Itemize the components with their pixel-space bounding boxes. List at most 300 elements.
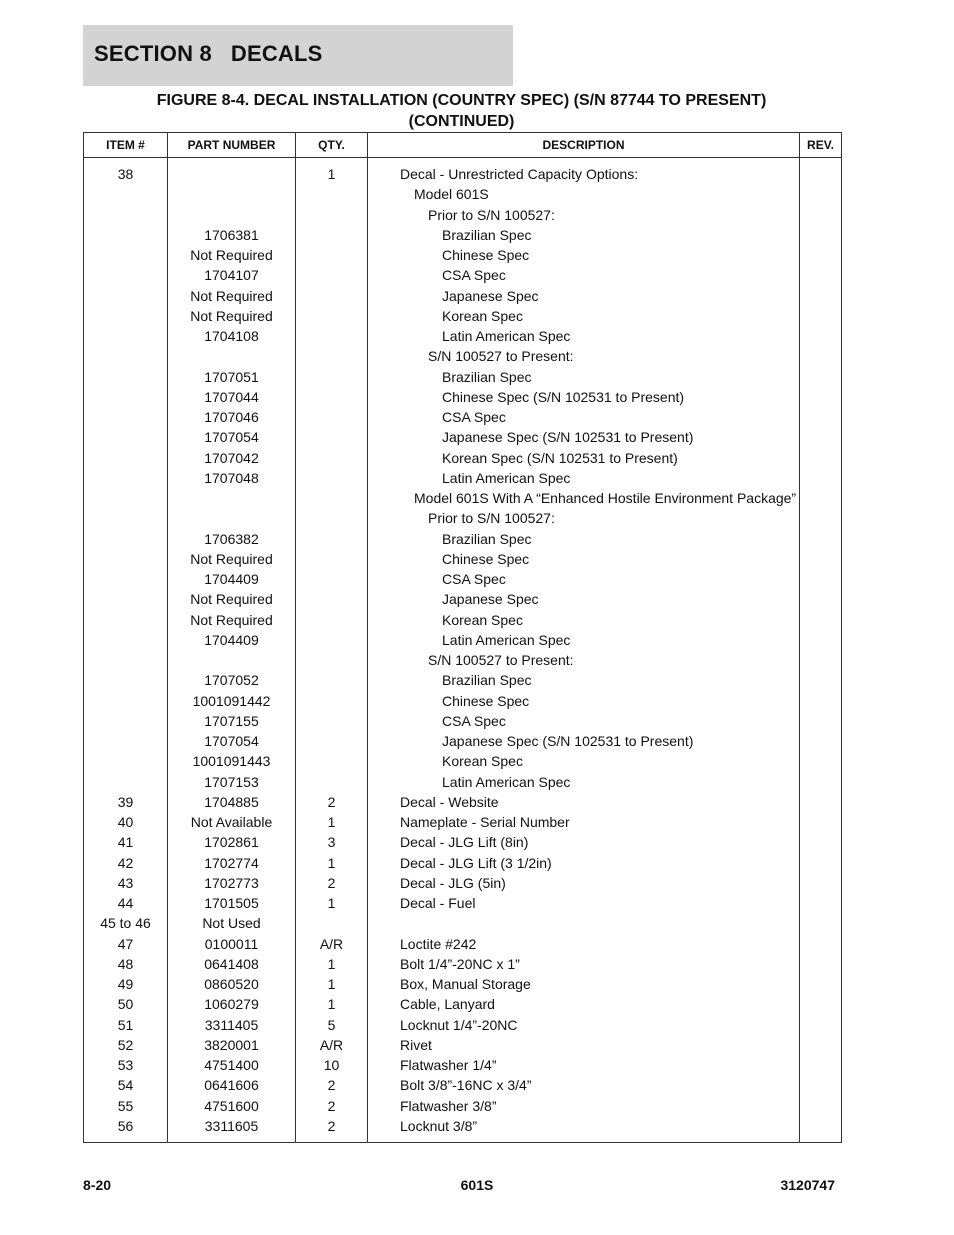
description-cell: Prior to S/N 100527: — [368, 508, 800, 528]
table-row — [84, 792, 842, 812]
description-cell: Brazilian Spec — [368, 529, 800, 549]
item-cell: 40 — [84, 812, 168, 832]
rev-cell — [800, 407, 842, 427]
part-number-cell: Not Required — [168, 286, 296, 306]
rev-cell — [800, 529, 842, 549]
qty-cell — [296, 670, 368, 690]
rev-cell — [800, 1055, 842, 1075]
part-number-cell: 1702773 — [168, 873, 296, 893]
table-row — [84, 670, 842, 690]
part-number-cell: 1704409 — [168, 569, 296, 589]
rev-cell — [800, 792, 842, 812]
item-cell — [84, 731, 168, 751]
rev-cell — [800, 265, 842, 285]
description-cell: Nameplate - Serial Number — [368, 812, 800, 832]
table-row — [84, 691, 842, 711]
table-row — [84, 1055, 842, 1075]
parts-table — [83, 132, 842, 1143]
rev-cell — [800, 367, 842, 387]
qty-cell — [296, 731, 368, 751]
rev-cell — [800, 488, 842, 508]
rev-cell — [800, 549, 842, 569]
rev-cell — [800, 569, 842, 589]
table-row — [84, 286, 842, 306]
part-number-cell: 1001091443 — [168, 751, 296, 771]
description-cell: S/N 100527 to Present: — [368, 650, 800, 670]
part-number-cell: 1704108 — [168, 326, 296, 346]
rev-cell — [800, 1035, 842, 1055]
qty-cell — [296, 751, 368, 771]
description-cell: Korean Spec — [368, 610, 800, 630]
header-rev: REV. — [800, 133, 842, 158]
table-row — [84, 589, 842, 609]
part-number-cell — [168, 650, 296, 670]
part-number-cell: 3820001 — [168, 1035, 296, 1055]
section-header — [83, 25, 513, 86]
item-cell — [84, 184, 168, 204]
part-number-cell — [168, 488, 296, 508]
qty-cell — [296, 468, 368, 488]
qty-cell — [296, 225, 368, 245]
item-cell — [84, 346, 168, 366]
qty-cell — [296, 286, 368, 306]
description-cell: Chinese Spec — [368, 691, 800, 711]
rev-cell — [800, 650, 842, 670]
table-row — [84, 610, 842, 630]
table-row — [84, 630, 842, 650]
qty-cell — [296, 245, 368, 265]
item-cell — [84, 265, 168, 285]
header-description: DESCRIPTION — [368, 133, 800, 158]
description-cell: Model 601S With A “Enhanced Hostile Environment Package” — [368, 488, 800, 508]
table-row — [84, 306, 842, 326]
rev-cell — [800, 812, 842, 832]
table-row — [84, 974, 842, 994]
item-cell — [84, 630, 168, 650]
rev-cell — [800, 711, 842, 731]
description-cell: Locknut 3/8” — [368, 1116, 800, 1136]
table-row — [84, 205, 842, 225]
table-row — [84, 893, 842, 913]
part-number-cell: 1001091442 — [168, 691, 296, 711]
table-row — [84, 549, 842, 569]
table-row — [84, 994, 842, 1014]
table-row — [84, 1116, 842, 1136]
part-number-cell: 1060279 — [168, 994, 296, 1014]
table-row — [84, 731, 842, 751]
rev-cell — [800, 306, 842, 326]
description-cell: Decal - JLG Lift (8in) — [368, 832, 800, 852]
item-cell — [84, 529, 168, 549]
description-cell: Japanese Spec — [368, 286, 800, 306]
item-cell — [84, 650, 168, 670]
rev-cell — [800, 1096, 842, 1116]
rev-cell — [800, 873, 842, 893]
item-cell: 53 — [84, 1055, 168, 1075]
qty-cell — [296, 184, 368, 204]
item-cell — [84, 488, 168, 508]
part-number-cell: 4751400 — [168, 1055, 296, 1075]
footer-model: 601S — [460, 1177, 494, 1193]
table-row — [84, 751, 842, 771]
rev-cell — [800, 772, 842, 792]
description-cell: Loctite #242 — [368, 934, 800, 954]
description-cell: Locknut 1/4”-20NC — [368, 1015, 800, 1035]
item-cell: 52 — [84, 1035, 168, 1055]
item-cell: 54 — [84, 1075, 168, 1095]
item-cell: 39 — [84, 792, 168, 812]
table-row — [84, 367, 842, 387]
table-row — [84, 954, 842, 974]
item-cell — [84, 549, 168, 569]
description-cell — [368, 913, 800, 933]
qty-cell — [296, 346, 368, 366]
qty-cell: 1 — [296, 164, 368, 184]
section-title: SECTION 8 DECALS — [94, 41, 323, 66]
qty-cell: 1 — [296, 853, 368, 873]
description-cell: Model 601S — [368, 184, 800, 204]
part-number-cell — [168, 346, 296, 366]
item-cell — [84, 772, 168, 792]
item-cell: 49 — [84, 974, 168, 994]
item-cell — [84, 711, 168, 731]
rev-cell — [800, 225, 842, 245]
figure-title-line1: FIGURE 8-4. DECAL INSTALLATION (COUNTRY SPEC) (S/N 87744 TO PRESENT) — [156, 92, 767, 109]
part-number-cell: 1707054 — [168, 427, 296, 447]
description-cell: Flatwasher 1/4” — [368, 1055, 800, 1075]
part-number-cell: 1704409 — [168, 630, 296, 650]
item-cell — [84, 691, 168, 711]
qty-cell — [296, 549, 368, 569]
part-number-cell: 1707052 — [168, 670, 296, 690]
description-cell: CSA Spec — [368, 569, 800, 589]
rev-cell — [800, 427, 842, 447]
table-row — [84, 873, 842, 893]
footer-doc-number: 3120747 — [780, 1177, 835, 1193]
table-row — [84, 164, 842, 184]
description-cell: CSA Spec — [368, 407, 800, 427]
rev-cell — [800, 731, 842, 751]
description-cell: Japanese Spec — [368, 589, 800, 609]
item-cell: 55 — [84, 1096, 168, 1116]
item-cell — [84, 569, 168, 589]
rev-cell — [800, 751, 842, 771]
qty-cell — [296, 772, 368, 792]
header-qty: QTY. — [296, 133, 368, 158]
qty-cell: 1 — [296, 994, 368, 1014]
part-number-cell: Not Used — [168, 913, 296, 933]
qty-cell: 2 — [296, 792, 368, 812]
qty-cell: 5 — [296, 1015, 368, 1035]
item-cell: 41 — [84, 832, 168, 852]
table-row — [84, 913, 842, 933]
part-number-cell — [168, 508, 296, 528]
item-cell — [84, 387, 168, 407]
qty-cell: A/R — [296, 934, 368, 954]
item-cell — [84, 367, 168, 387]
table-header-row — [84, 133, 842, 158]
item-cell — [84, 205, 168, 225]
description-cell: Korean Spec (S/N 102531 to Present) — [368, 448, 800, 468]
rev-cell — [800, 893, 842, 913]
qty-cell — [296, 326, 368, 346]
part-number-cell: 1707054 — [168, 731, 296, 751]
item-cell: 43 — [84, 873, 168, 893]
part-number-cell: 1701505 — [168, 893, 296, 913]
rev-cell — [800, 913, 842, 933]
item-cell — [84, 670, 168, 690]
qty-cell — [296, 913, 368, 933]
part-number-cell — [168, 184, 296, 204]
qty-cell: 1 — [296, 954, 368, 974]
table-row — [84, 488, 842, 508]
qty-cell — [296, 529, 368, 549]
qty-cell: 2 — [296, 1096, 368, 1116]
qty-cell — [296, 367, 368, 387]
parts-table-body — [84, 158, 842, 1143]
rev-cell — [800, 954, 842, 974]
qty-cell: 2 — [296, 873, 368, 893]
description-cell: S/N 100527 to Present: — [368, 346, 800, 366]
item-cell: 51 — [84, 1015, 168, 1035]
table-row — [84, 225, 842, 245]
table-row — [84, 508, 842, 528]
description-cell: Brazilian Spec — [368, 670, 800, 690]
rev-cell — [800, 1075, 842, 1095]
description-cell: Latin American Spec — [368, 772, 800, 792]
part-number-cell: 0641408 — [168, 954, 296, 974]
rev-cell — [800, 1116, 842, 1136]
table-row — [84, 346, 842, 366]
table-row — [84, 650, 842, 670]
description-cell: Chinese Spec (S/N 102531 to Present) — [368, 387, 800, 407]
qty-cell — [296, 630, 368, 650]
part-number-cell: Not Required — [168, 306, 296, 326]
item-cell — [84, 508, 168, 528]
qty-cell — [296, 508, 368, 528]
qty-cell — [296, 448, 368, 468]
qty-cell: 1 — [296, 893, 368, 913]
qty-cell — [296, 488, 368, 508]
rev-cell — [800, 670, 842, 690]
rev-cell — [800, 691, 842, 711]
description-cell: Prior to S/N 100527: — [368, 205, 800, 225]
description-cell: Decal - JLG Lift (3 1/2in) — [368, 853, 800, 873]
table-row — [84, 265, 842, 285]
description-cell: Decal - Fuel — [368, 893, 800, 913]
table-row — [84, 1015, 842, 1035]
part-number-cell: 3311605 — [168, 1116, 296, 1136]
header-item: ITEM # — [84, 133, 168, 158]
description-cell: Chinese Spec — [368, 549, 800, 569]
table-row — [84, 529, 842, 549]
description-cell: Decal - Website — [368, 792, 800, 812]
qty-cell: 1 — [296, 812, 368, 832]
description-cell: Flatwasher 3/8” — [368, 1096, 800, 1116]
rev-cell — [800, 164, 842, 184]
rev-cell — [800, 508, 842, 528]
description-cell: Rivet — [368, 1035, 800, 1055]
part-number-cell: 1707051 — [168, 367, 296, 387]
part-number-cell: Not Required — [168, 245, 296, 265]
table-row — [84, 853, 842, 873]
item-cell: 42 — [84, 853, 168, 873]
part-number-cell: 1702774 — [168, 853, 296, 873]
item-cell — [84, 468, 168, 488]
rev-cell — [800, 832, 842, 852]
description-cell: Brazilian Spec — [368, 367, 800, 387]
description-cell: Latin American Spec — [368, 326, 800, 346]
part-number-cell: 1702861 — [168, 832, 296, 852]
part-number-cell: 1707042 — [168, 448, 296, 468]
qty-cell — [296, 265, 368, 285]
part-number-cell: Not Required — [168, 549, 296, 569]
part-number-cell — [168, 205, 296, 225]
header-part-number: PART NUMBER — [168, 133, 296, 158]
description-cell: Japanese Spec (S/N 102531 to Present) — [368, 731, 800, 751]
rev-cell — [800, 326, 842, 346]
part-number-cell: 4751600 — [168, 1096, 296, 1116]
description-cell: CSA Spec — [368, 265, 800, 285]
item-cell: 45 to 46 — [84, 913, 168, 933]
item-cell — [84, 326, 168, 346]
rev-cell — [800, 994, 842, 1014]
part-number-cell: 0100011 — [168, 934, 296, 954]
qty-cell — [296, 610, 368, 630]
qty-cell: 2 — [296, 1075, 368, 1095]
table-row — [84, 1096, 842, 1116]
table-bottom-padding — [84, 1136, 842, 1143]
table-row — [84, 245, 842, 265]
rev-cell — [800, 630, 842, 650]
description-cell: Bolt 1/4”-20NC x 1” — [368, 954, 800, 974]
qty-cell — [296, 569, 368, 589]
table-row — [84, 569, 842, 589]
qty-cell — [296, 691, 368, 711]
rev-cell — [800, 1015, 842, 1035]
item-cell: 50 — [84, 994, 168, 1014]
rev-cell — [800, 610, 842, 630]
description-cell: Cable, Lanyard — [368, 994, 800, 1014]
item-cell: 47 — [84, 934, 168, 954]
table-row — [84, 711, 842, 731]
qty-cell — [296, 407, 368, 427]
footer-page-number: 8-20 — [83, 1177, 112, 1193]
part-number-cell: 1707155 — [168, 711, 296, 731]
qty-cell: A/R — [296, 1035, 368, 1055]
part-number-cell: 0641606 — [168, 1075, 296, 1095]
part-number-cell: 1706382 — [168, 529, 296, 549]
item-cell — [84, 589, 168, 609]
item-cell — [84, 245, 168, 265]
qty-cell — [296, 427, 368, 447]
part-number-cell: 3311405 — [168, 1015, 296, 1035]
qty-cell — [296, 711, 368, 731]
rev-cell — [800, 205, 842, 225]
rev-cell — [800, 974, 842, 994]
rev-cell — [800, 468, 842, 488]
description-cell: Box, Manual Storage — [368, 974, 800, 994]
table-row — [84, 184, 842, 204]
table-row — [84, 448, 842, 468]
item-cell — [84, 427, 168, 447]
part-number-cell: 0860520 — [168, 974, 296, 994]
qty-cell — [296, 205, 368, 225]
figure-title-line2: (CONTINUED) — [408, 113, 515, 130]
qty-cell: 2 — [296, 1116, 368, 1136]
rev-cell — [800, 853, 842, 873]
item-cell — [84, 751, 168, 771]
part-number-cell: Not Required — [168, 589, 296, 609]
part-number-cell: Not Available — [168, 812, 296, 832]
part-number-cell: 1707048 — [168, 468, 296, 488]
part-number-cell: 1704107 — [168, 265, 296, 285]
part-number-cell: Not Required — [168, 610, 296, 630]
qty-cell: 1 — [296, 974, 368, 994]
table-row — [84, 934, 842, 954]
table-row — [84, 832, 842, 852]
table-row — [84, 326, 842, 346]
part-number-cell: 1707044 — [168, 387, 296, 407]
figure-title — [83, 90, 840, 132]
description-cell: CSA Spec — [368, 711, 800, 731]
qty-cell — [296, 306, 368, 326]
qty-cell — [296, 589, 368, 609]
item-cell: 56 — [84, 1116, 168, 1136]
table-row — [84, 387, 842, 407]
description-cell: Japanese Spec (S/N 102531 to Present) — [368, 427, 800, 447]
description-cell: Decal - JLG (5in) — [368, 873, 800, 893]
table-row — [84, 407, 842, 427]
rev-cell — [800, 184, 842, 204]
description-cell: Chinese Spec — [368, 245, 800, 265]
item-cell — [84, 225, 168, 245]
description-cell: Decal - Unrestricted Capacity Options: — [368, 164, 800, 184]
item-cell: 48 — [84, 954, 168, 974]
item-cell — [84, 448, 168, 468]
description-cell: Korean Spec — [368, 751, 800, 771]
table-row — [84, 1075, 842, 1095]
rev-cell — [800, 346, 842, 366]
part-number-cell: 1706381 — [168, 225, 296, 245]
qty-cell: 10 — [296, 1055, 368, 1075]
item-cell: 44 — [84, 893, 168, 913]
rev-cell — [800, 245, 842, 265]
table-row — [84, 468, 842, 488]
item-cell: 38 — [84, 164, 168, 184]
item-cell — [84, 286, 168, 306]
description-cell: Brazilian Spec — [368, 225, 800, 245]
table-row — [84, 427, 842, 447]
part-number-cell — [168, 164, 296, 184]
part-number-cell: 1707153 — [168, 772, 296, 792]
description-cell: Latin American Spec — [368, 468, 800, 488]
part-number-cell: 1704885 — [168, 792, 296, 812]
rev-cell — [800, 286, 842, 306]
description-cell: Korean Spec — [368, 306, 800, 326]
qty-cell — [296, 650, 368, 670]
table-row — [84, 1035, 842, 1055]
table-row — [84, 812, 842, 832]
part-number-cell: 1707046 — [168, 407, 296, 427]
description-cell: Bolt 3/8”-16NC x 3/4” — [368, 1075, 800, 1095]
item-cell — [84, 407, 168, 427]
rev-cell — [800, 387, 842, 407]
table-row — [84, 772, 842, 792]
item-cell — [84, 306, 168, 326]
rev-cell — [800, 448, 842, 468]
rev-cell — [800, 934, 842, 954]
